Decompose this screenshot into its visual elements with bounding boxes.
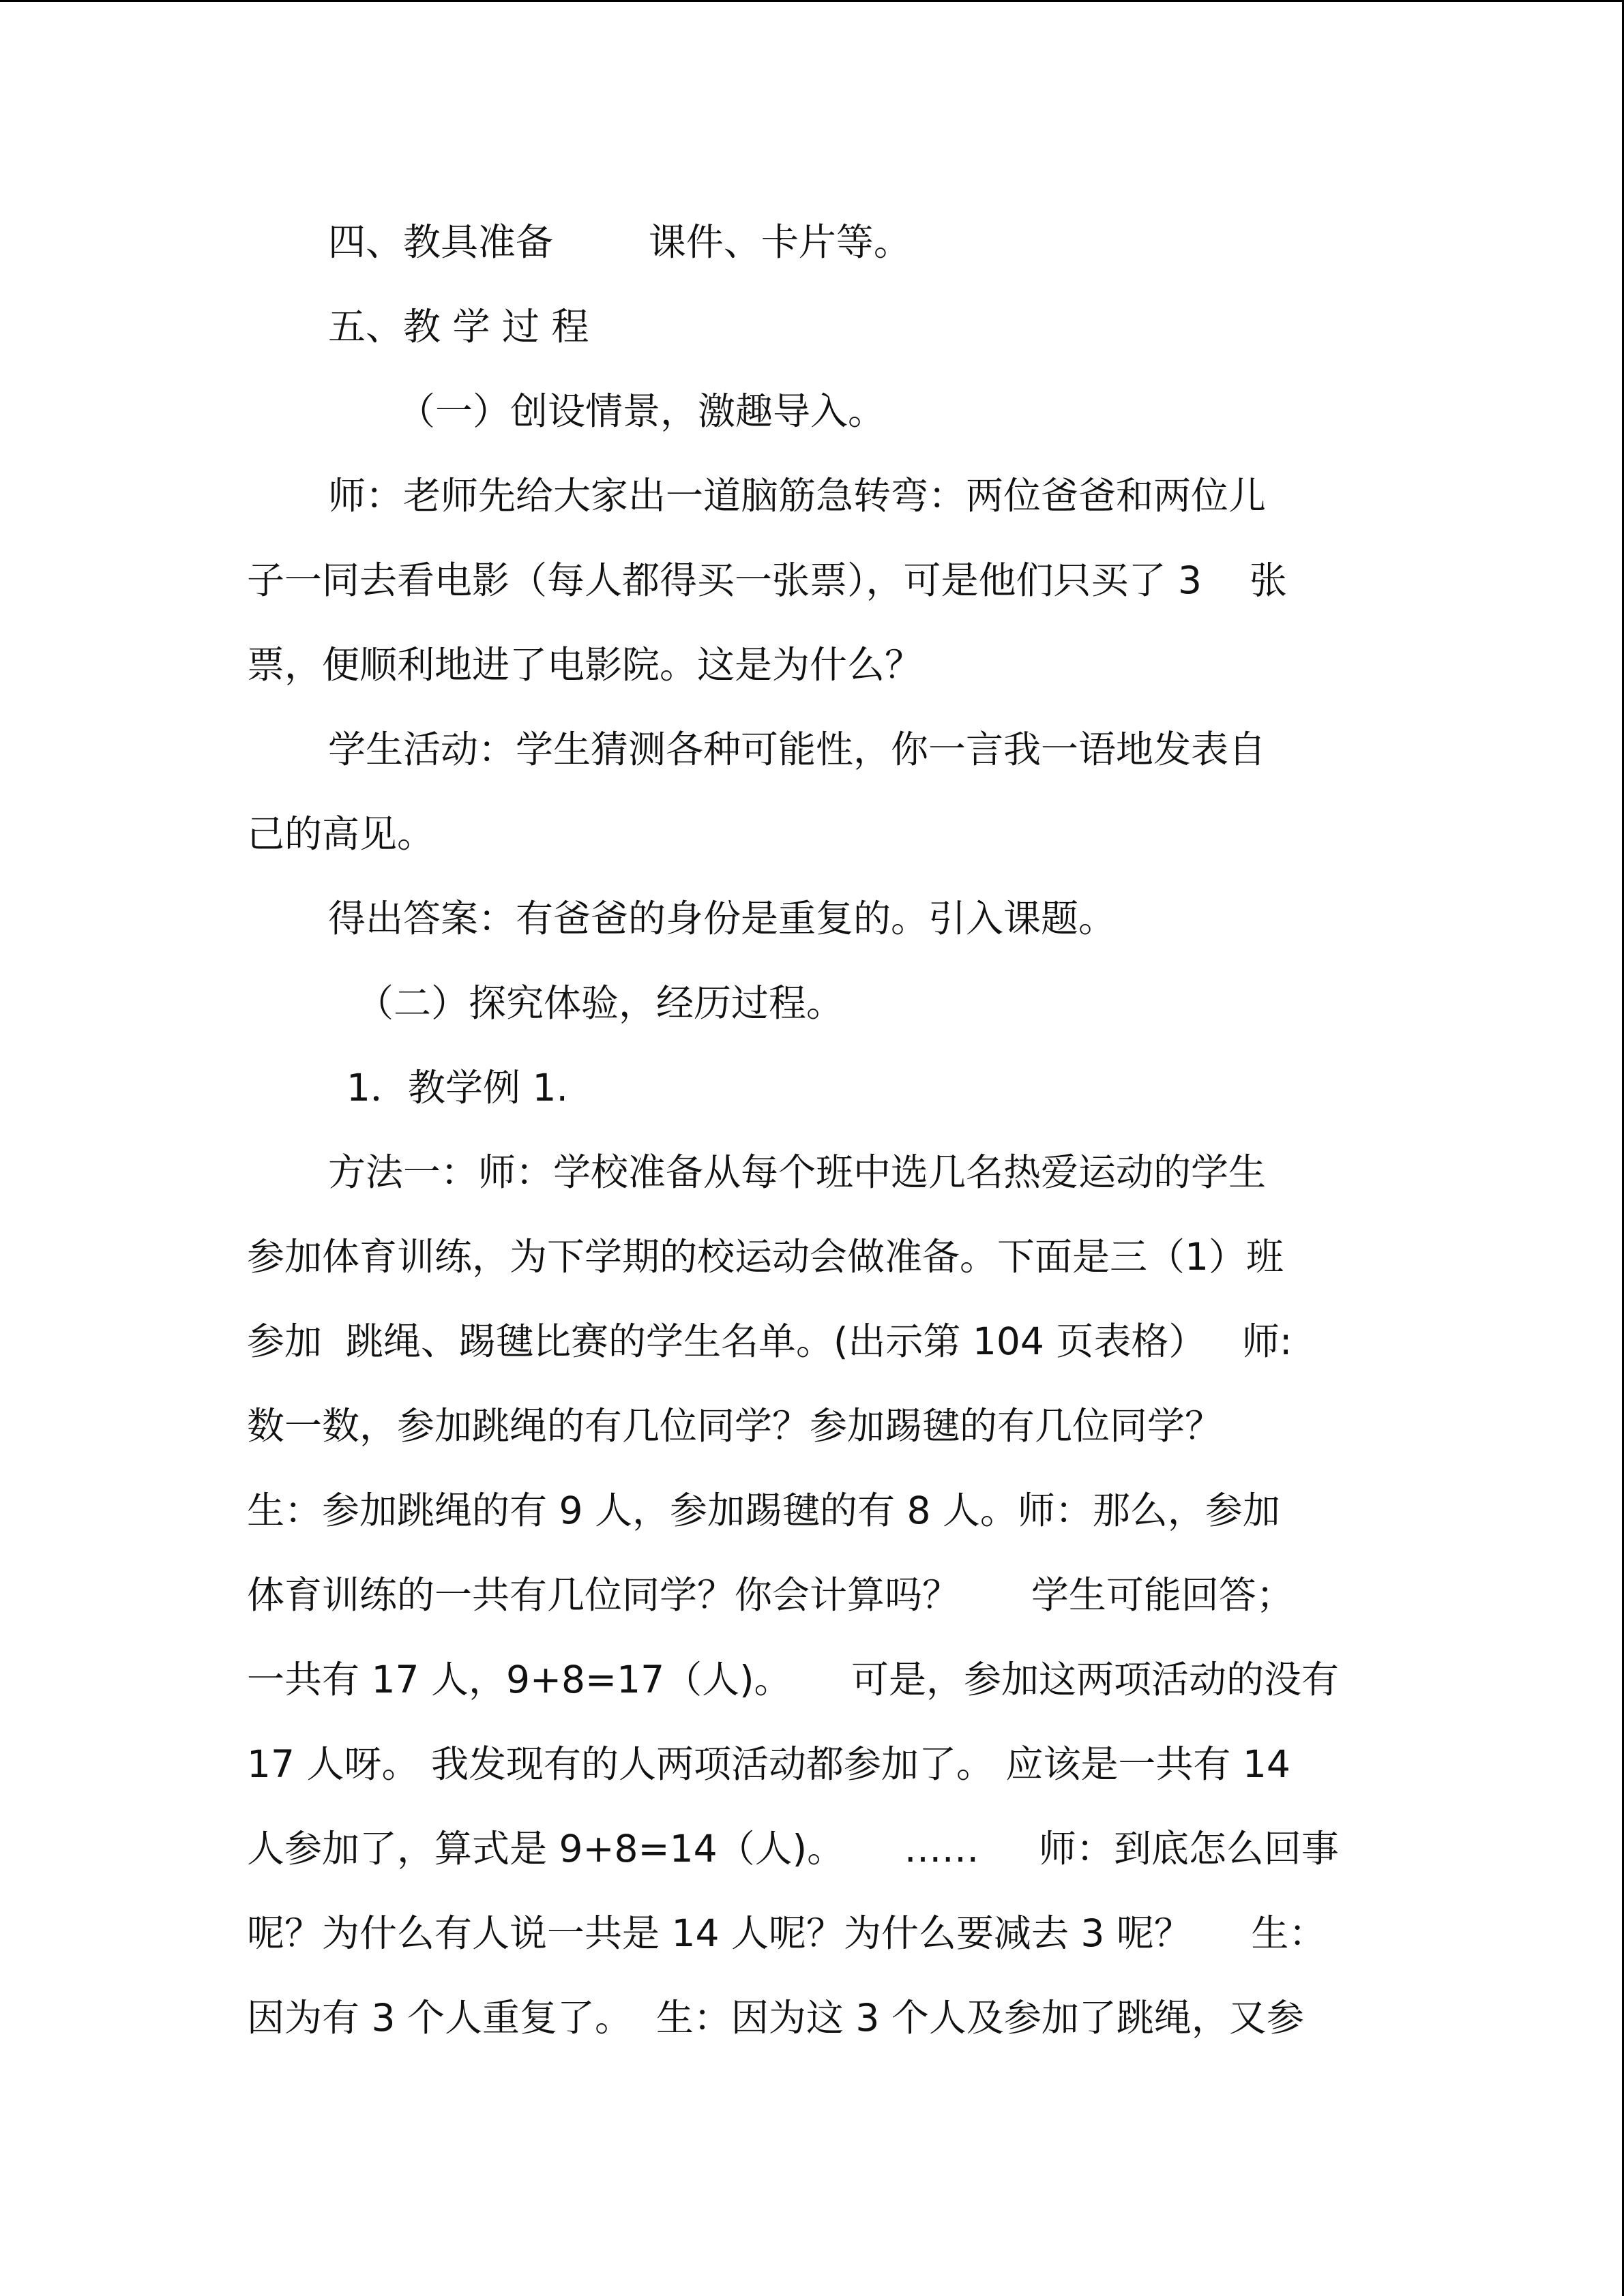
text-line-section-2-heading: （二）探究体验，经历过程。	[356, 981, 844, 1025]
text-line-paragraph: 学生活动：学生猜测各种可能性，你一言我一语地发表自	[328, 728, 1267, 771]
text-line-paragraph: 参加 跳绳、踢毽比赛的学生名单。(出示第 104 页表格） 师:	[247, 1320, 1293, 1363]
text-line-paragraph: 因为有 3 个人重复了。 生：因为这 3 个人及参加了跳绳，又参	[247, 1996, 1304, 2040]
text-line-paragraph: 子一同去看电影（每人都得买一张票），可是他们只买了 3 张	[247, 558, 1287, 602]
text-line-paragraph: 体育训练的一共有几位同学？你会计算吗？ 学生可能回答；	[247, 1573, 1294, 1617]
text-line-example-heading: 1．教学例 1.	[346, 1066, 568, 1109]
text-line-paragraph: 己的高见。	[247, 812, 435, 856]
text-line-paragraph: 方法一：师：学校准备从每个班中选几名热爱运动的学生	[328, 1150, 1267, 1194]
text-line-paragraph: 参加体育训练，为下学期的校运动会做准备。下面是三（1）班	[247, 1235, 1284, 1279]
text-line-paragraph: 生：参加跳绳的有 9 人，参加踢毽的有 8 人。师：那么，参加	[247, 1489, 1280, 1532]
text-line-paragraph: 人参加了，算式是 9+8=14（人)。 …… 师：到底怎么回事	[247, 1827, 1339, 1870]
text-line-paragraph: 得出答案：有爸爸的身份是重复的。引入课题。	[328, 897, 1117, 940]
text-line-paragraph: 票，便顺利地进了电影院。这是为什么？	[247, 643, 923, 687]
text-line-paragraph: 呢？为什么有人说一共是 14 人呢？为什么要减去 3 呢？ 生：	[247, 1911, 1327, 1955]
text-line-section-1-heading: （一）创设情景，激趣导入。	[398, 389, 886, 433]
text-line-paragraph: 师：老师先给大家出一道脑筋急转弯：两位爸爸和两位儿	[328, 474, 1267, 518]
text-line-paragraph: 数一数，参加跳绳的有几位同学？参加踢毽的有几位同学？	[247, 1404, 1223, 1448]
text-line-materials: 四、教具准备 课件、卡片等。	[328, 220, 911, 264]
text-line-process-heading: 五、教 学 过 程	[328, 305, 589, 348]
text-line-paragraph: 17 人呀。 我发现有的人两项活动都参加了。 应该是一共有 14	[247, 1742, 1290, 1786]
text-line-paragraph: 一共有 17 人，9+8=17（人)。 可是，参加这两项活动的没有	[247, 1658, 1339, 1701]
